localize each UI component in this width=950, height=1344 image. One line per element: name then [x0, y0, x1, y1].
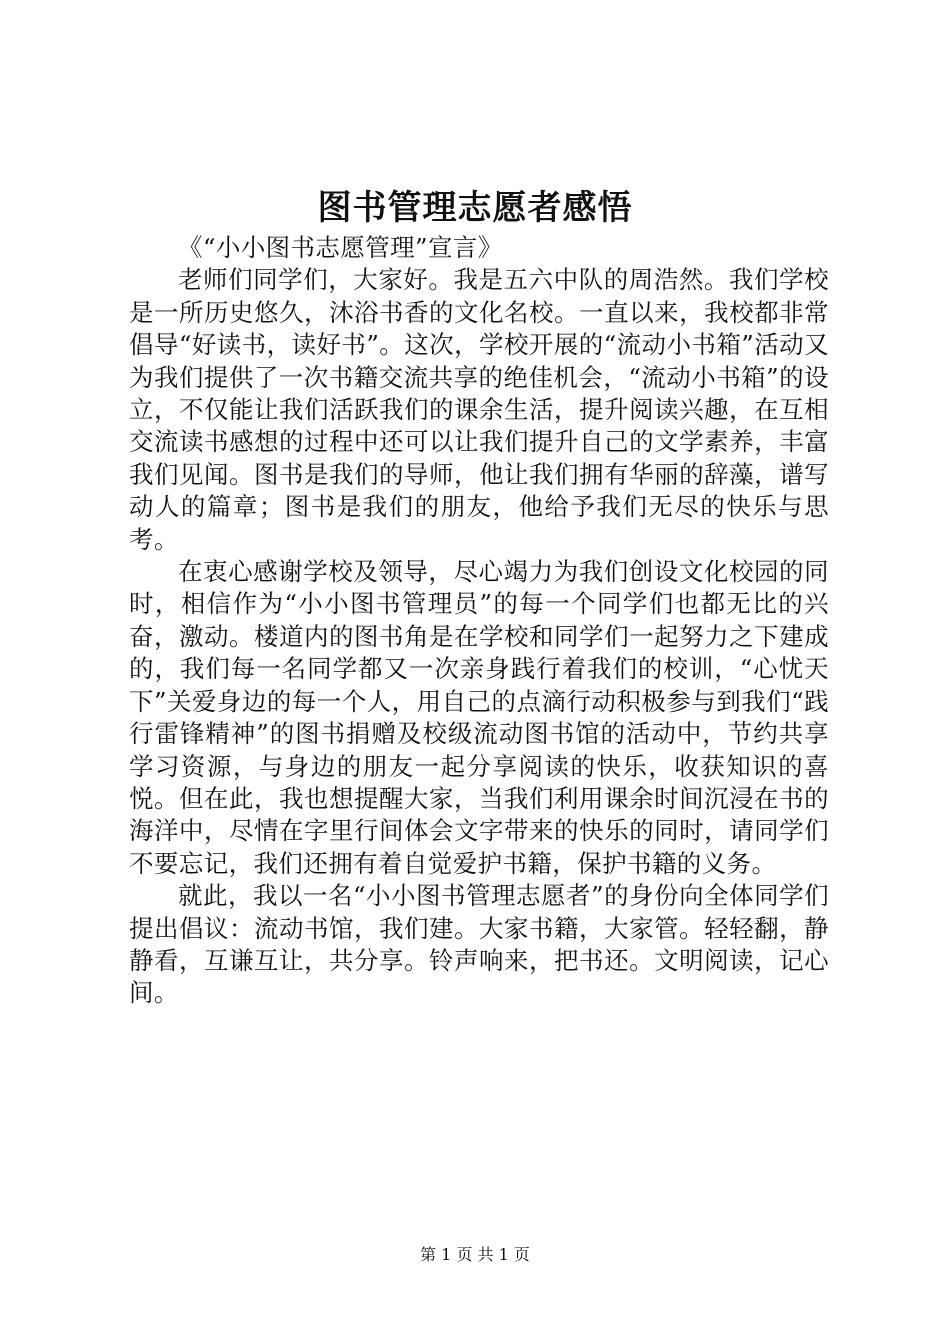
page-footer: 第 1 页 共 1 页: [420, 1245, 530, 1264]
paragraph-1: 老师们同学们，大家好。我是五六中队的周浩然。我们学校是一所历史悠久，沐浴书香的文化名校。一直以来，我校都非常倡导“好读书，读好书”。这次，学校开展的“流动小书箱”活动又为我们提供了一次书籍交流共享的绝佳机会，“流动小书箱”的设立，不仅能让我们活跃我们的课余生活，提升阅读兴趣，在互相交流读书感想的过程中还可以让我们提升自己的文学素养，丰富我们见闻。图书是我们的导师，他让我们拥有华丽的辞藻，谱写动人的篇章；图书是我们的朋友，他给予我们无尽的快乐与思考。: [129, 265, 829, 554]
document-subtitle: 《“小小图书志愿管理”宣言》: [178, 233, 503, 262]
paragraph-2: 在衷心感谢学校及领导，尽心竭力为我们创设文化校园的同时，相信作为“小小图书管理员”的每一个同学们也都无比的兴奋，激动。楼道内的图书角是在学校和同学们一起努力之下建成的，我们每一名同学都又一次亲身践行着我们的校训，“心忧天下”关爱身边的每一个人，用自己的点滴行动积极参与到我们“践行雷锋精神”的图书捐赠及校级流动图书馆的活动中，节约共享学习资源，与身边的朋友一起分享阅读的快乐，收获知识的喜悦。但在此，我也想提醒大家，当我们利用课余时间沉浸在书的海洋中，尽情在字里行间体会文字带来的快乐的同时，请同学们不要忘记，我们还拥有着自觉爱护书籍，保护书籍的义务。: [129, 557, 829, 878]
document-body: [129, 232, 829, 1010]
paragraph-3: 就此，我以一名“小小图书管理志愿者”的身份向全体同学们提出倡议：流动书馆，我们建。大家书籍，大家管。轻轻翻，静静看，互谦互让，共分享。铃声响来，把书还。文明阅读，记心间。: [129, 881, 829, 1008]
document-title: 图书管理志愿者感悟: [317, 188, 633, 228]
